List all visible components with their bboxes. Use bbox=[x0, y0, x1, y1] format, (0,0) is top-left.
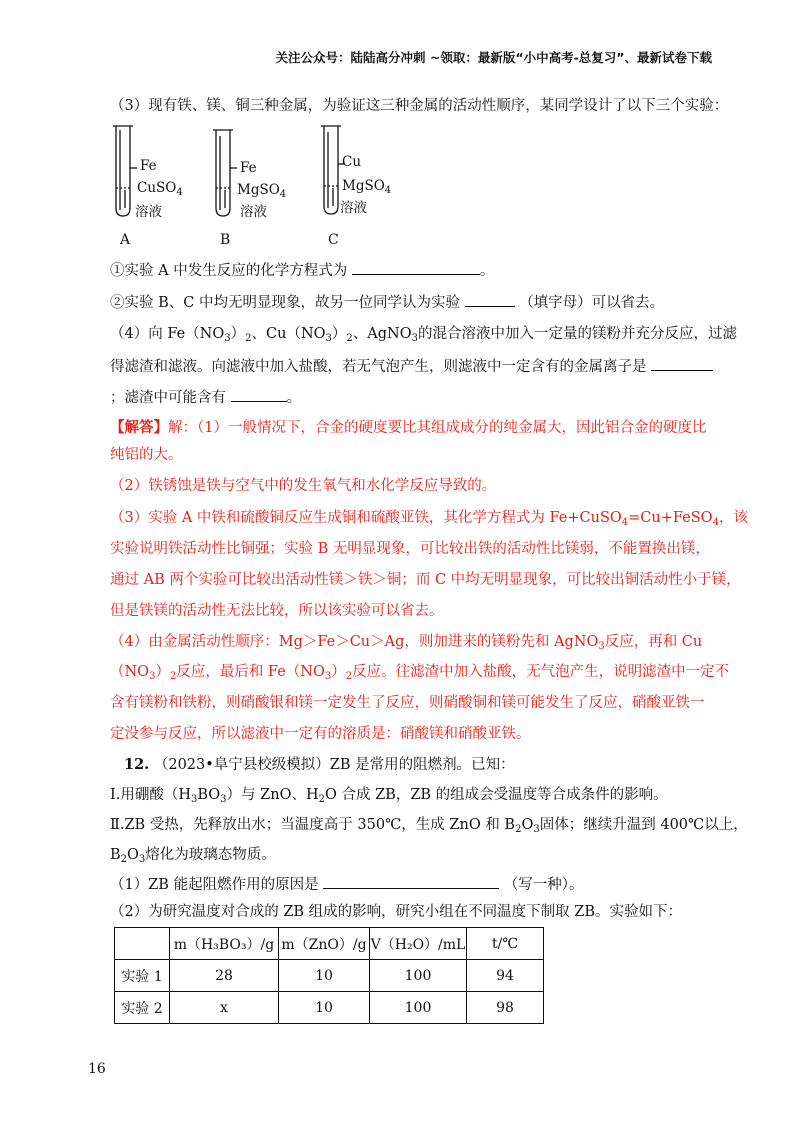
tube-b-caption: B bbox=[220, 232, 231, 248]
tube-b-solution: MgSO$_4$ bbox=[237, 182, 287, 200]
table-cell: 100 bbox=[370, 992, 467, 1024]
q3-item-2: ②实验 B、C 中均无明显现象，故另一位同学认为实验 （填字母）可以省去。 bbox=[110, 292, 664, 313]
answer-blank-reason[interactable] bbox=[323, 874, 499, 889]
q12-condition-1: Ⅰ.用硼酸$(H_3BO_3)$与 ZnO、$H_2O$ 合成 ZB，ZB 的组成会受温度等合成条件的影响。 bbox=[110, 787, 668, 805]
q12-question-1: （1）ZB 能起阻燃作用的原因是 （写一种）。 bbox=[110, 874, 584, 895]
tube-c-metal: Cu bbox=[342, 154, 362, 170]
answer-line-10: 含有镁粉和铁粉，则硝酸银和镁一定发生了反应，则硝酸铜和镁可能发生了反应，硝酸亚铁一 bbox=[110, 695, 705, 711]
table-row bbox=[115, 992, 544, 1024]
table-cell: 94 bbox=[467, 960, 544, 992]
table-cell: 10 bbox=[279, 960, 370, 992]
q12-condition-3: $B_2O_3$熔化为玻璃态物质。 bbox=[110, 847, 276, 865]
answer-blank-experiment[interactable] bbox=[465, 292, 515, 307]
table-cell: x bbox=[170, 992, 279, 1024]
answer-line-7: 但是铁镁的活动性无法比较，所以该实验可以省去。 bbox=[110, 603, 444, 619]
answer-line-8: （4）由金属活动性顺序：Mg＞Fe＞Cu＞Ag，则加进来的镁粉先和 AgNO$_3$反应，再和 Cu bbox=[110, 634, 703, 652]
table-header-cell: V（H₂O）/mL bbox=[370, 928, 467, 960]
table-cell: 10 bbox=[279, 992, 370, 1024]
q12-condition-2: Ⅱ.ZB 受热，先释放出水；当温度高于 350℃，生成 ZnO 和 $B_2O_3$固体；继续升温到 400℃以上， bbox=[110, 817, 748, 835]
table-cell: 实验 2 bbox=[115, 992, 170, 1024]
answer-blank-residue[interactable] bbox=[231, 387, 287, 402]
experiment-table bbox=[114, 927, 544, 1024]
table-cell: 28 bbox=[170, 960, 279, 992]
q4-line-2: 得滤渣和滤液。向滤液中加入盐酸，若无气泡产生，则滤液中一定含有的金属离子是 bbox=[110, 356, 713, 377]
tube-b-solution-word: 溶液 bbox=[240, 204, 267, 220]
table-cell: 实验 1 bbox=[115, 960, 170, 992]
tube-c-caption: C bbox=[328, 232, 339, 248]
test-tube-a bbox=[113, 126, 137, 216]
page-header: 关注公众号：陆陆高分冲刺 ~领取：最新版“小中高考-总复习”、最新试卷下载 bbox=[275, 50, 712, 65]
answer-line-11: 定没参与反应，所以滤液中一定有的溶质是：硝酸镁和硝酸亚铁。 bbox=[110, 726, 531, 742]
tube-c-solution: MgSO$_4$ bbox=[342, 178, 392, 196]
q12-title: 12. （2023•阜宁县校级模拟）ZB 是常用的阻燃剂。已知： bbox=[124, 756, 515, 773]
q3-item-1: ①实验 A 中发生反应的化学方程式为 。 bbox=[110, 260, 494, 281]
tube-b-metal: Fe bbox=[240, 160, 257, 176]
tube-a-solution: CuSO$_4$ bbox=[137, 180, 183, 198]
tube-a-metal: Fe bbox=[140, 158, 157, 174]
answer-blank-metal-ion[interactable] bbox=[651, 356, 713, 371]
q12-question-2: （2）为研究温度对合成的 ZB 组成的影响，研究小组在不同温度下制取 ZB。实验如下： bbox=[110, 904, 683, 920]
q4-line-1: （4）向 $Fe(NO_3)_2$、$Cu(NO_3)_2$、AgNO$_3$的混合溶液中加入一定量的镁粉并充分反应，过滤 bbox=[110, 326, 737, 344]
test-tube-b bbox=[213, 130, 237, 216]
tube-c-solution-word: 溶液 bbox=[340, 200, 367, 216]
answer-line-5: 实验说明铁活动性比铜强；实验 B 无明显现象，可比较出铁的活动性比镁弱，不能置换出镁， bbox=[110, 541, 710, 557]
tube-a-caption: A bbox=[120, 232, 131, 248]
answer-blank-equation[interactable] bbox=[352, 260, 480, 275]
answer-line-9: $(NO_3)_2$反应，最后和 $Fe(NO_3)_2$反应。往滤渣中加入盐酸，无气泡产生，说明滤渣中一定不 bbox=[110, 664, 730, 682]
table-header-cell bbox=[115, 928, 170, 960]
table-header-cell: t/℃ bbox=[467, 928, 544, 960]
q4-line-3: ；滤渣中可能含有 。 bbox=[110, 387, 301, 408]
table-cell: 98 bbox=[467, 992, 544, 1024]
table-row bbox=[115, 960, 544, 992]
table-cell: 100 bbox=[370, 960, 467, 992]
page-number: 16 bbox=[88, 1061, 106, 1077]
answer-label: 【解答】 bbox=[110, 419, 168, 436]
answer-line-6: 通过 AB 两个实验可比较出活动性镁＞铁＞铜；而 C 中均无明显现象，可比较出铜活动性小于镁， bbox=[110, 572, 741, 588]
answer-line-3: （2）铁锈蚀是铁与空气中的发生氧气和水化学反应导致的。 bbox=[110, 478, 497, 494]
table-header-cell: m（H₃BO₃）/g bbox=[170, 928, 279, 960]
answer-line-2: 纯铝的大。 bbox=[110, 447, 183, 463]
table-header-cell: m（ZnO）/g bbox=[279, 928, 370, 960]
tube-a-solution-word: 溶液 bbox=[135, 204, 162, 220]
table-header-row bbox=[115, 928, 544, 960]
q3-intro: （3）现有铁、镁、铜三种金属，为验证这三种金属的活动性顺序，某同学设计了以下三个实验： bbox=[110, 98, 729, 114]
answer-line-1: 【解答】解：（1）一般情况下，合金的硬度要比其组成成分的纯金属大，因此铝合金的硬度比 bbox=[110, 419, 707, 436]
answer-line-4: （3）实验 A 中铁和硫酸铜反应生成铜和硫酸亚铁，其化学方程式为 Fe+CuSO$_4$=Cu+FeSO$_4$，该 bbox=[110, 510, 748, 528]
